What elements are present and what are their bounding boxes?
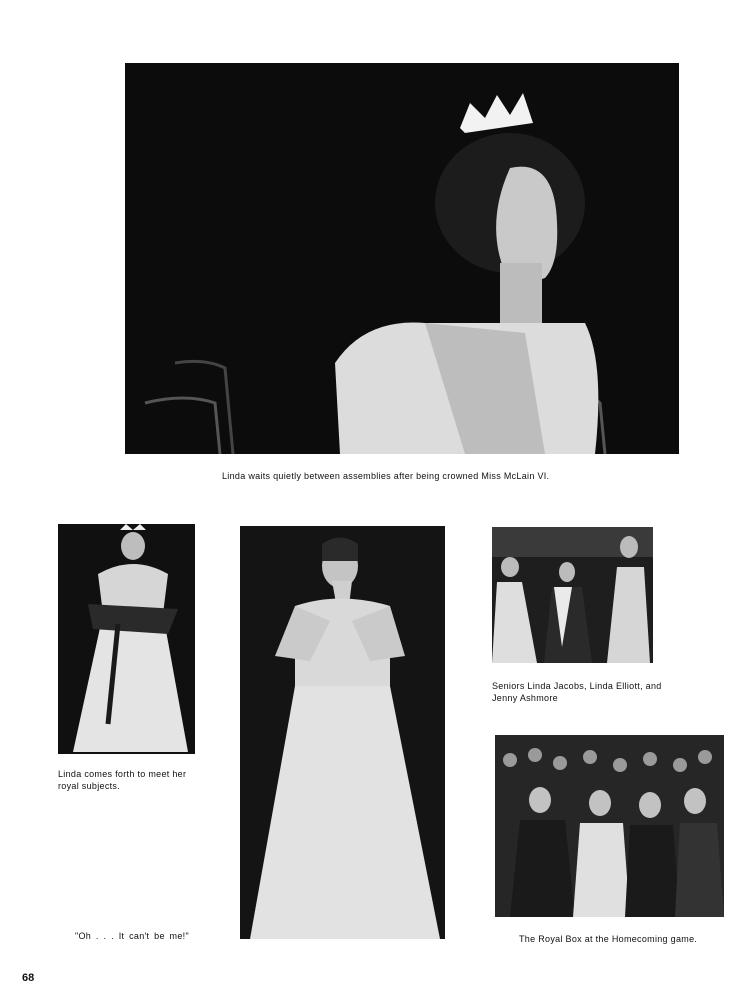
caption-royal-box: The Royal Box at the Homecoming game. [519,934,698,944]
photo-seniors [492,527,653,663]
photo-comes-forth [58,524,195,754]
page-number: 68 [22,972,35,984]
caption-main: Linda waits quietly between assemblies after being crowned Miss McLain VI. [222,471,550,481]
photo-cant-be-me [240,526,445,939]
photo-royal-box [495,735,724,917]
caption-seniors: Seniors Linda Jacobs, Linda Elliott, and Jenny Ashmore [492,681,662,703]
caption-cant-be-me: "Oh . . . It can't be me!" [75,931,189,941]
photo-crowned-queen [125,63,679,454]
caption-comes-forth: Linda comes forth to meet her royal subjects. [58,769,187,791]
